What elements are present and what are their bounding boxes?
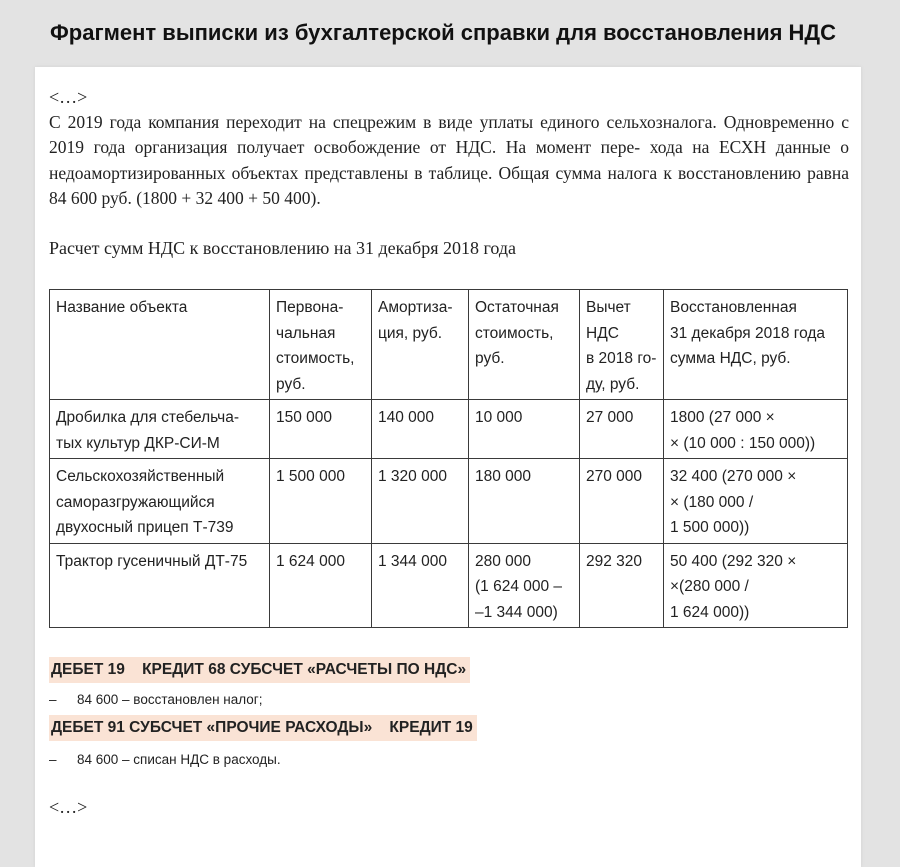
table-cell: 1 500 000 [270,459,372,544]
ellipsis-bottom: <…> [49,797,88,817]
posting-entry [49,692,262,707]
table-caption: Расчет сумм НДС к восстановлению на 31 декабря 2018 года [49,238,517,258]
header-cell-depreciation: Амортиза- ция, руб. [372,290,469,400]
table-cell: 10 000 [469,400,580,459]
table-cell: 32 400 (270 000 × × (180 000 / 1 500 000)) [664,459,848,544]
entry-text: 84 600 – восстановлен налог; [77,692,263,707]
intro-line: С 2019 года компания переходит на спецрежим в виде уплаты единого сельхозналога. [49,112,717,132]
table-cell: Сельскохозяйственный саморазгружающийся двухосный прицеп Т-739 [50,459,270,544]
intro-line: хода на ЕСХН данные о недоамортизированных объектах представлены в таблице. Общая [49,137,849,183]
table-row [50,400,848,459]
table-cell: 292 320 [580,543,664,628]
table-cell: 280 000 (1 624 000 – –1 344 000) [469,543,580,628]
ellipsis-top: <…> [49,87,88,107]
header-cell-restored-vat: Восстановленная 31 декабря 2018 года сумма НДС, руб. [664,290,848,400]
table-cell: 140 000 [372,400,469,459]
entry-text: 84 600 – списан НДС в расходы. [77,752,281,767]
entry-dash: – [49,692,57,707]
intro-paragraph [49,110,849,211]
intro-line: сумма налога к восстановлению равна 84 600 руб. (1800 + 32 400 + 50 400). [49,162,849,208]
table-cell: 1800 (27 000 × × (10 000 : 150 000)) [664,400,848,459]
table-cell: Трактор гусеничный ДТ-75 [50,543,270,628]
table-cell: 180 000 [469,459,580,544]
posting-header: ДЕБЕТ 91 СУБСЧЕТ «ПРОЧИЕ РАСХОДЫ» КРЕДИТ 19 [49,715,477,741]
table-cell: 1 624 000 [270,543,372,628]
table-cell: 27 000 [580,400,664,459]
header-cell-initial-cost: Первона- чальная стоимость, руб. [270,290,372,400]
entry-dash: – [49,752,57,767]
table-cell: 50 400 (292 320 × ×(280 000 / 1 624 000)) [664,543,848,628]
table-cell: 1 320 000 [372,459,469,544]
table-cell: Дробилка для стебельча- тых культур ДКР-СИ-М [50,400,270,459]
posting-entry [49,752,281,767]
table-cell: 150 000 [270,400,372,459]
header-cell-residual-value: Остаточная стоимость, руб. [469,290,580,400]
table-row [50,543,848,628]
vat-calculation-table [49,289,848,628]
page-title: Фрагмент выписки из бухгалтерской справки для восстановления НДС [50,20,836,45]
table-row [50,459,848,544]
table-cell: 270 000 [580,459,664,544]
table-header-row [50,290,848,400]
posting-header: ДЕБЕТ 19 КРЕДИТ 68 СУБСЧЕТ «РАСЧЕТЫ ПО НДС» [49,657,470,683]
intro-line: Одновременно с 2019 года организация получает освобождение от НДС. На момент пере- [49,112,849,158]
header-cell-object-name: Название объекта [50,290,270,400]
table-cell: 1 344 000 [372,543,469,628]
header-cell-vat-deduction: Вычет НДС в 2018 го- ду, руб. [580,290,664,400]
